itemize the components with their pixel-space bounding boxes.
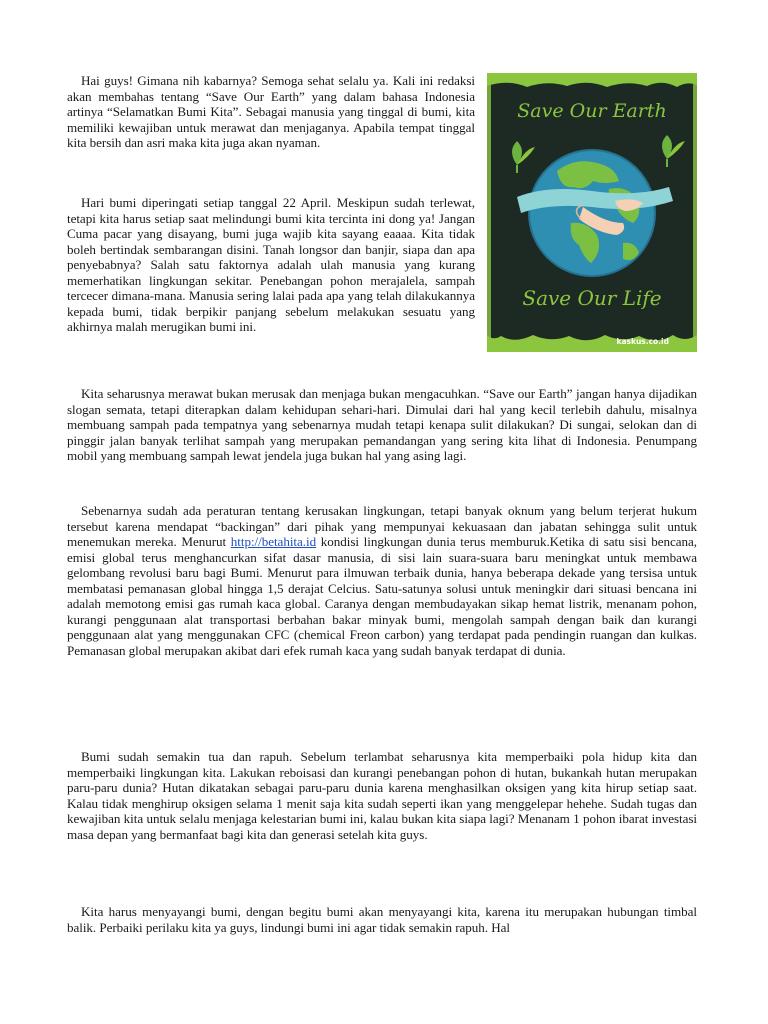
paragraph-regulation: [67, 503, 697, 658]
paragraph-regulation-text-a: Sebenarnya sudah ada peraturan tentang kerusakan lingkungan, tetapi banyak oknum yang belum terjerat hukum tersebut karena mendapat “backingan” dari pihak yang mempunyai kekuasaan dan jabatan sehingga sulit untuk menemukan mereka. Menurut: [67, 503, 697, 549]
paragraph-intro: Hai guys! Gimana nih kabarnya? Semoga sehat selalu ya. Kali ini redaksi akan membahas tentang “Save Our Earth” yang dalam bahasa Indonesia artinya “Selamatkan Bumi Kita”. Sebagai manusia yang tinggal di bumi, kita memiliki kewajiban untuk merawat dan menjaganya. Apabila tempat tinggal kita bersih dan asri maka kita juga akan nyaman.: [67, 73, 475, 150]
paragraph-care: Kita seharusnya merawat bukan merusak dan menjaga bukan mengacuhkan. “Save our Earth” jangan hanya dijadikan slogan semata, tetapi diterapkan dalam kehidupan sehari-hari. Dimulai dari hal yang kecil terlebih dahulu, misalnya membuang sampah pada tempatnya yang sebenarnya mudah tetapi kenapa sulit dilakukan? Di sungai, selokan dan di pinggir jalan banyak terlihat sampah yang merupakan pemandangan yang sering kita lihat di Indonesia. Penumpang mobil yang membuang sampah lewat jendela juga bukan hal yang asing lagi.: [67, 386, 697, 463]
betahita-link[interactable]: http://betahita.id: [230, 534, 317, 549]
poster-footer-slogan: Save Our Life: [522, 286, 662, 310]
paragraph-earth-day: Hari bumi diperingati setiap tanggal 22 April. Meskipun sudah terlewat, tetapi kita harus setiap saat melindungi bumi kita tercinta ini dong ya! Jangan Cuma pacar yang disayang, bumi juga wajib kita sayang eaaaa. Kita tidak boleh bertindak sembarangan disini. Tanah longsor dan banjir, siapa dan apa penyebabnya? Salah satu faktornya adalah ulah manusia yang kurang memerhatikan lingkungan sekitar. Penebangan pohon merajalela, sampah tercecer dimana-mana. Manusia sering lalai pada apa yang telah dilakukannya kepada bumi, tidak berpikir panjang sebelum melakukan sesuatu yang akhirnya malah merugikan bumi ini.: [67, 195, 475, 334]
save-our-earth-poster: [487, 73, 697, 352]
paragraph-regulation-text-b: kondisi lingkungan dunia terus memburuk.Ketika di satu sisi bencana, emisi global terus menghancurkan sifat dasar manusia, di sisi lain suara-suara baru meningkat untuk membawa gelombang revolusi baru bagi Bumi. Menurut para ilmuwan terbaik dunia, hanya beberapa dekade yang tersisa untuk membatasi pemanasan global hingga 1,5 derajat Celcius. Satu-satunya solusi untuk meningkir dari situasi bencana ini adalah memotong emisi gas rumah kaca global. Caranya dengan membudayakan sikap hemat listrik, menanam pohon, kurangi penggunaan alat transportasi berbahan bakar minyak bumi, mengolah sampah dengan baik dan kurangi penggunaan alat yang menggunakan CFC (chemical Freon carbon) yang terdapat pada pendingin ruangan dan kulkas. Pemanasan global merupakan akibat dari efek rumah kaca yang sudah banyak terdapat di dunia.: [67, 534, 698, 658]
paragraph-reforestation: Bumi sudah semakin tua dan rapuh. Sebelum terlambat seharusnya kita memperbaiki pola hidup kita dan memperbaiki lingkungan kita. Lakukan reboisasi dan kurangi penebangan pohon di hutan, bukankah hutan merupakan paru-paru dunia? Hutan dikatakan sebagai paru-paru dunia karena menghasilkan oksigen yang kita hirup setiap saat. Kalau tidak menghirup oksigen selama 1 menit saja kita sudah seperti ikan yang menggelepar hehehe. Sudah tugas dan kewajiban kita untuk selalu menjaga kelestarian bumi ini, kalau bukan kita siapa lagi? Menanam 1 pohon ibarat investasi masa depan yang bermanfaat bagi kita dan generasi setelah kita guys.: [67, 749, 697, 842]
poster-credit: kaskus.co.id: [616, 337, 669, 346]
paragraph-closing: Kita harus menyayangi bumi, dengan begitu bumi akan menyayangi kita, karena itu merupakan hubungan timbal balik. Perbaiki perilaku kita ya guys, lindungi bumi ini agar tidak semakin rapuh. Hal: [67, 904, 697, 935]
poster-heading: Save Our Earth: [517, 100, 667, 122]
poster-illustration: [487, 73, 697, 352]
